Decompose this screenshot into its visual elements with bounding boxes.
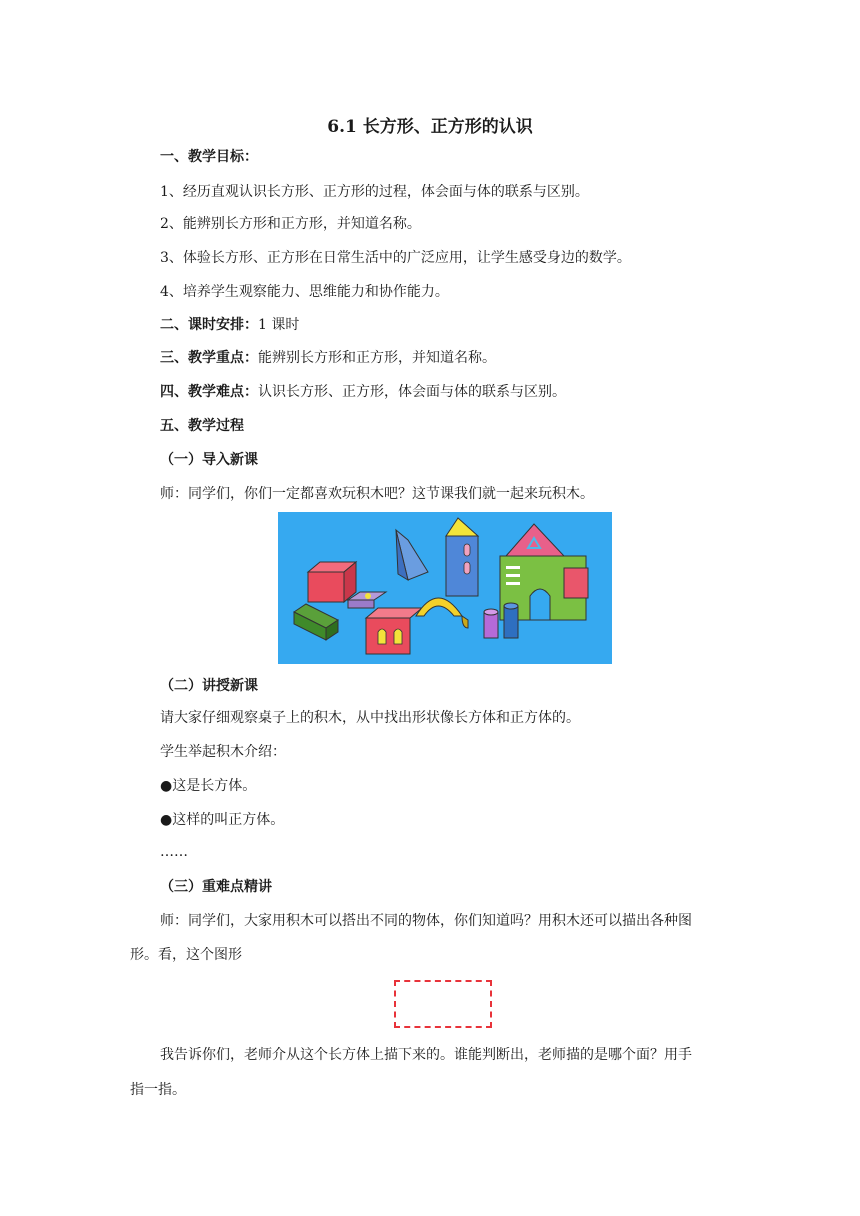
schedule-line [160, 315, 299, 335]
objective-item: 3、体验长方形、正方形在日常生活中的广泛应用，让学生感受身边的数学。 [160, 250, 631, 266]
ellipsis: …… [160, 844, 188, 860]
section-heading-process: 五、教学过程 [160, 418, 244, 434]
objective-item: 4、培养学生观察能力、思维能力和协作能力。 [160, 284, 449, 300]
teacher-paragraph-line: 我告诉你们，老师介从这个长方体上描下来的。谁能判断出，老师描的是哪个面？用手 [160, 1047, 692, 1063]
difficulty-line [160, 382, 566, 402]
objective-item: 1、经历直观认识长方形、正方形的过程，体会面与体的联系与区别。 [160, 184, 589, 200]
dashed-rectangle-figure [394, 980, 492, 1028]
key-point-text: 能辨别长方形和正方形，并知道名称。 [258, 350, 496, 366]
part-heading-new-lesson: （二）讲授新课 [160, 678, 258, 694]
key-point-label: 三、教学重点： [160, 350, 258, 366]
part-heading-key-points: （三）重难点精讲 [160, 879, 272, 895]
teacher-paragraph-line: 形。看，这个图形 [130, 947, 242, 963]
lesson-line: 请大家仔细观察桌子上的积木，从中找出形状像长方体和正方体的。 [160, 710, 580, 726]
lesson-line: 学生举起积木介绍： [160, 744, 286, 760]
difficulty-text: 认识长方形、正方形，体会面与体的联系与区别。 [258, 384, 566, 400]
intro-text: 师：同学们，你们一定都喜欢玩积木吧？这节课我们就一起来玩积木。 [160, 486, 594, 502]
teacher-paragraph-line: 指一指。 [130, 1082, 186, 1098]
difficulty-label: 四、教学难点： [160, 384, 258, 400]
lesson-line: ●这是长方体。 [160, 778, 257, 794]
objective-item: 2、能辨别长方形和正方形，并知道名称。 [160, 216, 421, 232]
key-point-line [160, 348, 496, 368]
teacher-paragraph-line: 师：同学们，大家用积木可以搭出不同的物体，你们知道吗？用积木还可以描出各种图 [160, 913, 692, 929]
schedule-label: 二、课时安排： [160, 317, 258, 333]
schedule-text: 1 课时 [258, 317, 300, 333]
section-heading-objectives: 一、教学目标： [160, 149, 258, 165]
page-title: 6.1 长方形、正方形的认识 [327, 117, 533, 137]
lesson-line: ●这样的叫正方体。 [160, 812, 285, 828]
building-blocks-image [278, 512, 612, 664]
part-heading-intro: （一）导入新课 [160, 452, 258, 468]
